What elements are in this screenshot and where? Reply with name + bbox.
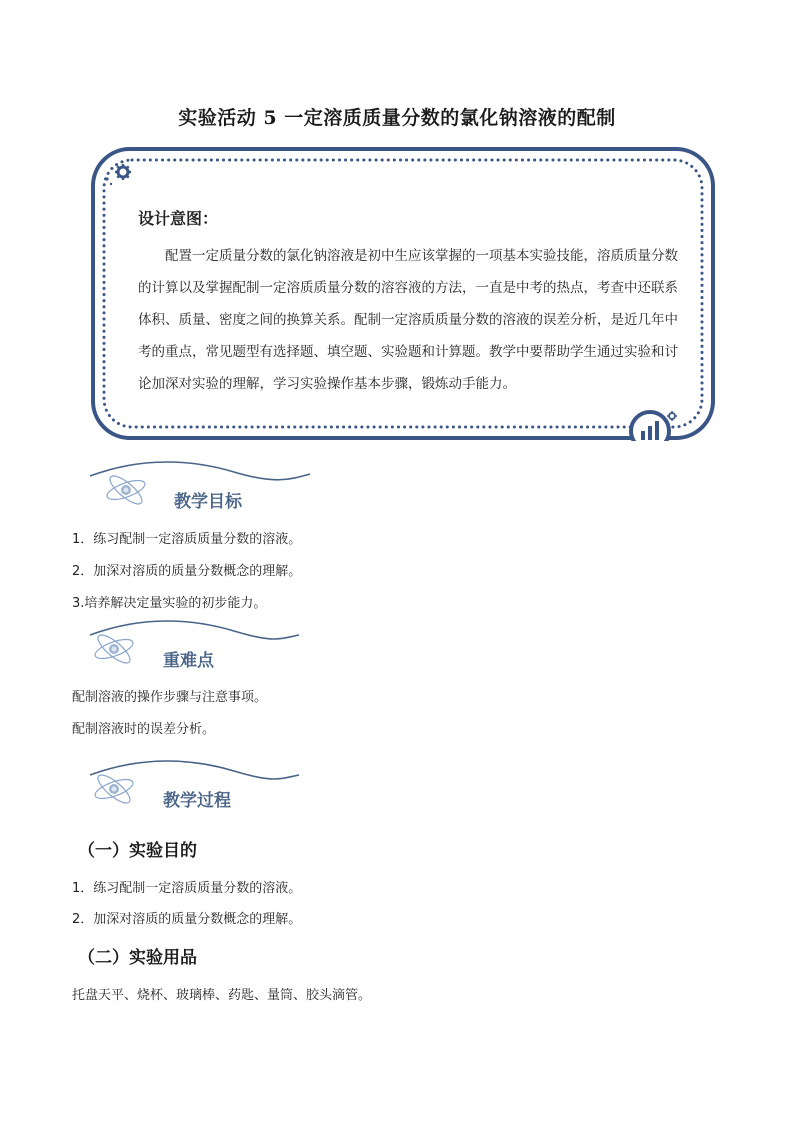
atom-icon [93, 771, 135, 807]
design-intent-body: 配置一定质量分数的氯化钠溶液是初中生应该掌握的一项基本实验技能，溶质质量分数的计算以及掌握配制一定溶质质量分数的溶容液的方法，一直是中考的热点，考查中还联系体积、质量、密度之间的换算关系。配制一定溶质质量分数的溶液的误差分析，是近几年中考的重点，常见题型有选择题、填空题、实验题和计算题。教学中要帮助学生通过实验和讨论加深对实验的理解，学习实验操作基本步骤，锻炼动手能力。 [138, 248, 678, 392]
atom-icon [93, 631, 135, 667]
list-item: 2．加深对溶质的质量分数概念的理解。 [72, 564, 302, 579]
page-title: 实验活动 5 一定溶质质量分数的氯化钠溶液的配制 [178, 107, 616, 129]
section-title-process: 教学过程 [163, 791, 231, 811]
list-item: 2．加深对溶质的质量分数概念的理解。 [72, 912, 302, 927]
atom-icon [105, 472, 147, 508]
section-title-goals: 教学目标 [174, 492, 242, 512]
bar-chart-icon [631, 412, 669, 441]
section-title-key-points: 重难点 [163, 651, 214, 671]
gear-icon [115, 164, 131, 180]
list-item: 1．练习配制一定溶质质量分数的溶液。 [72, 532, 302, 547]
subsection-heading-objective: （一）实验目的 [78, 841, 197, 861]
list-item: 1．练习配制一定溶质质量分数的溶液。 [72, 881, 302, 896]
list-item: 3.培养解决定量实验的初步能力。 [72, 596, 267, 611]
list-item: 托盘天平、烧杯、玻璃棒、药匙、量筒、胶头滴管。 [72, 988, 372, 1003]
small-gear-icon [667, 411, 677, 421]
list-item: 配制溶液的操作步骤与注意事项。 [72, 690, 268, 705]
list-item: 配制溶液时的误差分析。 [72, 722, 216, 737]
subsection-heading-materials: （二）实验用品 [78, 948, 197, 968]
design-intent-heading: 设计意图： [138, 209, 219, 228]
